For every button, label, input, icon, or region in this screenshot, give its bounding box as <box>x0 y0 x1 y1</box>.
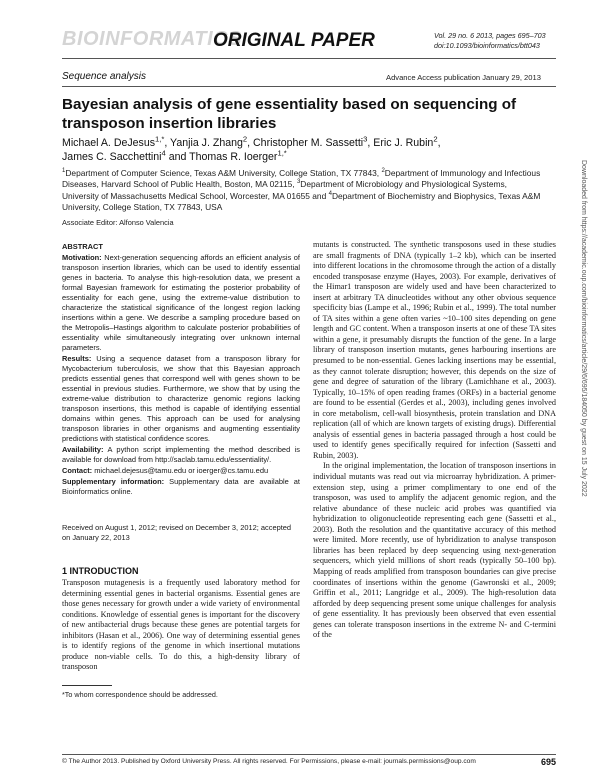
abstract <box>62 242 300 498</box>
results-label: Results: <box>62 354 92 363</box>
copyright-footer: © The Author 2013. Published by Oxford University Press. All rights reserved. For Permissions, please e-mail: journals.permissions@oup.com <box>62 758 476 765</box>
author-line-1 <box>62 136 542 150</box>
supp-label: Supplementary information: <box>62 477 165 486</box>
paper-title: Bayesian analysis of gene essentiality based on sequencing of transposon insertion libraries <box>62 96 517 132</box>
affiliations <box>62 168 544 214</box>
author-sup: 2 <box>242 134 248 144</box>
abstract-contact <box>62 466 300 476</box>
associate-editor: Associate Editor: Alfonso Valencia <box>62 218 174 227</box>
page-number: 695 <box>541 757 557 767</box>
abstract-heading: ABSTRACT <box>62 242 103 251</box>
motivation-label: Motivation: <box>62 253 102 262</box>
affil-sup: 2 <box>381 168 385 175</box>
author-name: , Christopher M. Sassetti <box>247 137 364 149</box>
right-paragraph-1: mutants is constructed. The synthetic transposons used in these studies are small fragments of DNA (typically 1–2 kb), which can be inserted into different locations in the chromosome through the action of a distally encoded transposase enzyme (Hayes, 2003). For example, derivatives of the Himar1 transposon are widely used and have been characterized to insert at arbitrary TA dinucleotides without any other obvious sequence specificity bias (Lampe et al., 1996; Rubin et al., 1999). The total number of TA sites within a gene often varies ~10–100 sites depending on gene length and GC content. When a transposon inserts at one of these TA sites within a gene, it presumably disrupts the function of the gene. In a large library of transposon insertion mutants, genes harbouring insertions are presumed to be non-essential. Genes lacking insertions may be essential, as they cannot tolerate disruption; however, this depends on the size of gene and degree of saturation of the library (Lamichhane et al., 2003). Typically, 10–15% of open reading frames (ORFs) in a bacterial genome are found to be essential (Gerdes et al., 2003), including genes involved in core metabolism, cell-wall biosynthesis, protein translation and DNA replication (all of which are known targets of existing drugs). Differential analysis of essential genes in bacteria passaged through a host could be used to identify genes specifically required for infection (Sassetti and Rubin, 2003). <box>313 240 556 460</box>
doi[interactable]: doi:10.1093/bioinformatics/btt043 <box>434 40 540 50</box>
author-sup: 1,* <box>277 148 287 158</box>
abstract-results <box>62 354 300 444</box>
author-name: , Eric J. Rubin <box>367 137 434 149</box>
footnote-rule <box>62 685 112 686</box>
paper-type: ORIGINAL PAPER <box>213 30 375 51</box>
author-sup: 2 <box>433 134 438 144</box>
right-column <box>313 240 556 641</box>
availability-label: Availability: <box>62 445 104 454</box>
affil-sup: 1 <box>62 168 66 175</box>
author-name: , Yanjia J. Zhang <box>164 137 243 149</box>
author-sup: 1,* <box>155 134 165 144</box>
right-paragraph-2: In the original implementation, the location of transposon insertions in individual mutants was read out via microarray hybridization. A primer-extension step, using a primer complimentary to one end of the transposon, was used to amplify the adjacent genomic region, and the relative abundance of these nucleic acid probes was quantified via hybridization to oligonucleotide representing each gene (Sassetti et al., 2003). Both the resolution and the quantitative accuracy of this method were limited. More recently, use of hybridization to analyse transposon libraries has been replaced by deep sequencing using next-generation sequencers, which yield millions of short reads (typically 50–100 bp). Mapping of reads amplified from transposon boundaries can give precise coordinates of insertions within the genome (Gawronski et al., 2009; Griffin et al., 2011; Langridge et al., 2009). The high-resolution data afforded by deep sequencing present some unique challenges for analysis of gene essentiality. It has previously been observed that even essential genes can tolerate transposon insertions in the extreme N- and C-termini of the <box>313 461 556 640</box>
affiliation-1: Department of Computer Science, Texas A&M University, College Station, TX 77843, <box>65 168 382 178</box>
results-text: Using a sequence dataset from a transposon library for Mycobacterium tuberculosis, we show that this Bayesian approach predicts essential genes that correspond well with genes shown to be essential in previous studies. Furthermore, we show that by using the extreme-value distribution to characterize genomic regions lacking transposon insertions, this method is capable of identifying essential domains within genes. This approach can be used for analysing transposon libraries in other organisms and augmenting essentiality predictions with statistical confidence scores. <box>62 354 300 443</box>
supp-text: Supplementary data are available at Bioinformatics online. <box>62 477 300 496</box>
author-name: James C. Sacchettini <box>62 151 162 163</box>
availability-text[interactable]: A python script implementing the method described is available for download from http://saclab.tamu.edu/essentiality/. <box>62 445 300 464</box>
author-sep: , <box>437 137 441 149</box>
author-sup: 4 <box>161 148 166 158</box>
author-name: Michael A. DeJesus <box>62 137 156 149</box>
affiliation-3: Department of Microbiology and Physiological Systems, University of Massachusetts Medical School, Worcester, MA 01655 and <box>62 179 507 201</box>
author-sup: 3 <box>363 134 368 144</box>
contact-email[interactable]: michael.dejesus@tamu.edu or ioerger@cs.tamu.edu <box>92 466 269 475</box>
download-stamp <box>578 160 588 610</box>
footer-rule <box>62 754 556 755</box>
author-list <box>62 136 542 164</box>
contact-label: Contact: <box>62 466 93 475</box>
footnote: *To whom correspondence should be addressed. <box>62 690 218 699</box>
abstract-supplementary <box>62 477 300 497</box>
affiliation-4: Department of Biochemistry and Biophysics, Texas A&M University, College Station, TX 77843, USA <box>62 190 541 213</box>
author-line-2 <box>62 150 542 164</box>
intro-heading: 1 INTRODUCTION <box>62 566 139 576</box>
volume-pages: Vol. 29 no. 6 2013, pages 695–703 <box>434 31 546 40</box>
section-label: Sequence analysis <box>62 71 146 82</box>
affiliation-2: Department of Immunology and Infectious Diseases, Harvard School of Public Health, Boston, MA 02115, <box>62 168 541 190</box>
abstract-availability <box>62 445 300 465</box>
affil-sup: 3 <box>296 179 301 186</box>
author-name: and Thomas R. Ioerger <box>165 151 278 163</box>
intro-text: Transposon mutagenesis is a frequently used laboratory method for determining essential genes in bacterial organisms. Essential genes are those genes necessary for growth under a wide variety of environmental conditions. Knowledge of essential genes is important for the discovery of new antibacterial drugs because these genes are potential targets for inhibitors (Hasan et al., 2006). One way of determining essential genes is to identify regions of the genome in which insertional mutations produce non-viable cells. To do this, a high-density library of transposon <box>62 578 300 672</box>
section-rule <box>62 86 556 87</box>
motivation-text: Next-generation sequencing affords an efficient analysis of transposon insertion libraries, which can be used to identify essential genes in bacteria. To analyse this high-resolution data, we present a formal Bayesian framework for estimating the posterior probability of essentiality for each gene, using the extreme-value distribution to characterize the statistical significance of the longest region lacking insertions within a gene. We describe a sampling procedure based on the Metropolis–Hastings algorithm to calculate posterior probabilities of essentiality while simultaneously integrating over unknown internal parameters. <box>62 253 300 352</box>
abstract-motivation <box>62 253 300 353</box>
received-dates: Received on August 1, 2012; revised on December 3, 2012; accepted on January 22, 2013 <box>62 523 292 542</box>
journal-meta <box>434 31 564 50</box>
header-rule <box>62 58 556 59</box>
advance-access: Advance Access publication January 29, 2013 <box>386 73 541 82</box>
affil-sup: 4 <box>328 191 332 198</box>
journal-name: BIOINFORMATICS <box>62 28 242 50</box>
download-stamp-text[interactable]: Downloaded from https://academic.oup.com/bioinformatics/article/29/6/695/184050 by guest on 15 July 2022 <box>580 160 587 497</box>
